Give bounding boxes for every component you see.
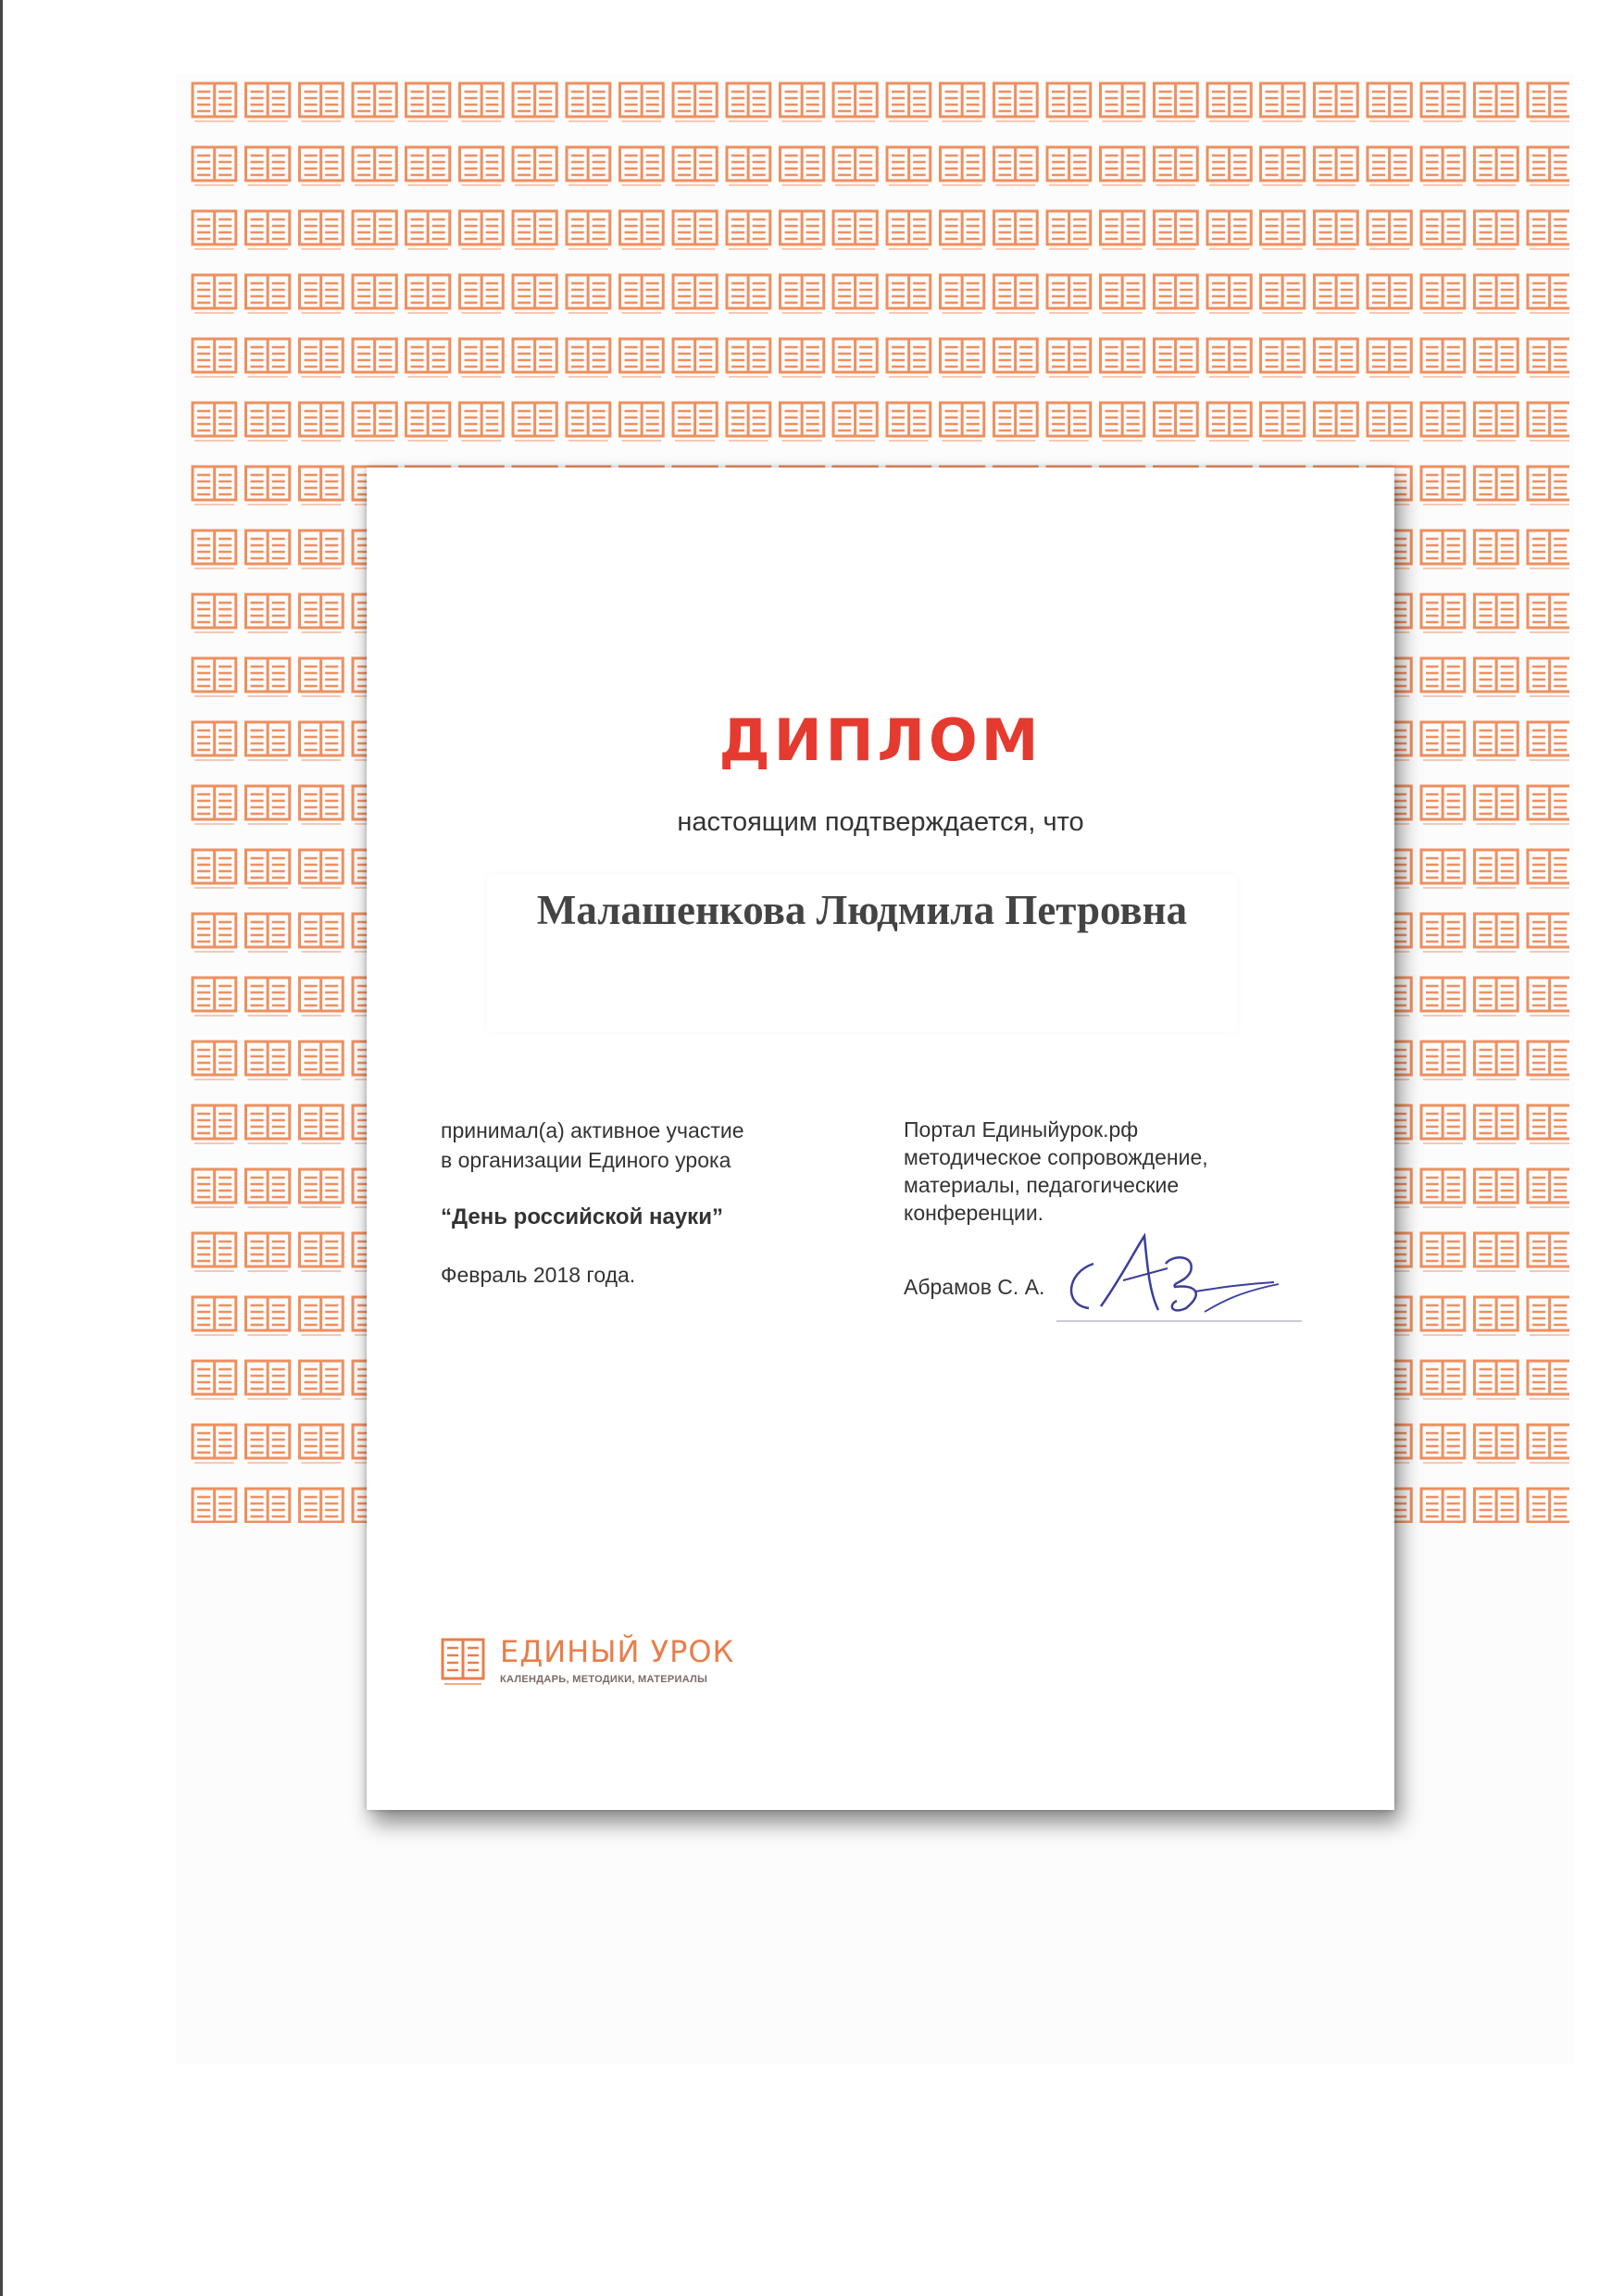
diploma-title: ДИПЛОМ (718, 706, 1043, 774)
edinyi-urok-logo (441, 1636, 737, 1701)
diploma-card (367, 468, 1394, 1810)
logo-subtitle: КАЛЕНДАРЬ, МЕТОДИКИ, МАТЕРИАЛЫ (500, 1674, 708, 1685)
participation-block (441, 1116, 830, 1290)
portal-line-3: материалы, педагогические (904, 1173, 1180, 1197)
logo-title: ЕДИНЫЙ УРОК (500, 1634, 735, 1669)
recipient-name: Малашенкова Людмила Петровна (536, 887, 1188, 933)
open-book-icon (441, 1636, 485, 1690)
portal-block (904, 1116, 1293, 1227)
page-left-edge (0, 0, 3, 2296)
signer-name: Абрамов С. А. (904, 1275, 1045, 1299)
participation-line-1: принимал(а) активное участие (441, 1118, 744, 1142)
diploma-subtitle: настоящим подтверждается, что (677, 807, 1084, 837)
handwritten-signature (1056, 1227, 1306, 1329)
event-name: “День российской науки” (441, 1204, 723, 1229)
recipient-name-box (487, 875, 1237, 1032)
event-date: Февраль 2018 года. (441, 1263, 636, 1287)
participation-line-2: в организации Единого урока (441, 1148, 731, 1172)
portal-line-4: конференции. (904, 1201, 1044, 1225)
portal-line-2: методическое сопровождение, (904, 1145, 1208, 1169)
portal-line-1: Портал Единыйурок.рф (904, 1117, 1139, 1142)
